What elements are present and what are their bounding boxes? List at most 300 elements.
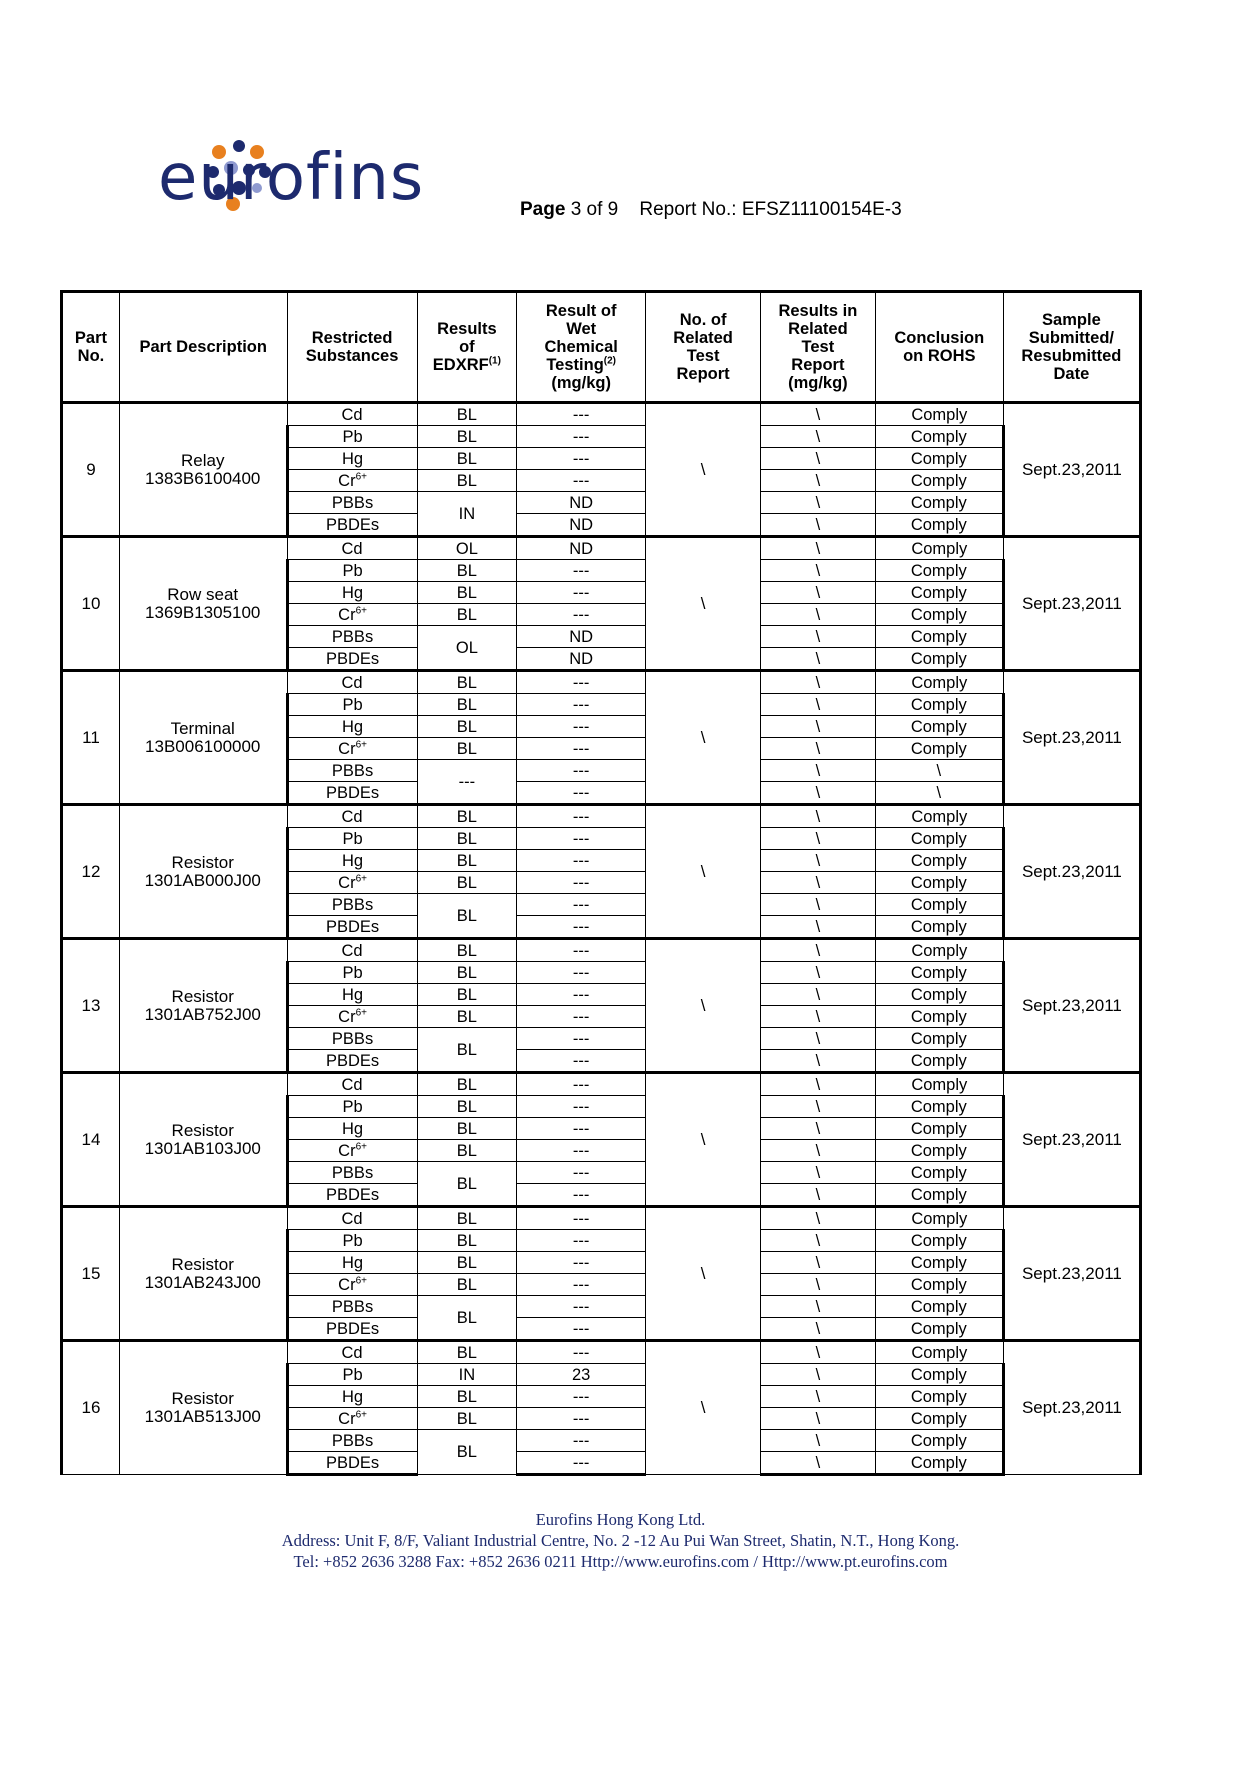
conclusion-cell: Comply [875,872,1003,894]
submitted-date-cell: Sept.23,2011 [1003,671,1140,805]
table-row [62,939,1141,962]
part-name: Resistor [171,1389,234,1408]
edxrf-cell: BL [417,1006,517,1028]
substance-cell [287,537,417,560]
wet-chemical-cell: --- [517,894,646,916]
related-result-cell: \ [760,1118,875,1140]
header-edxrf: Results of EDXRF$^{(1)}$ [417,292,517,403]
wet-chemical-cell: --- [517,560,646,582]
substance-superscript: 6+ [355,1141,367,1152]
substance-cell [287,828,417,850]
substance-name: Pb [342,1365,363,1384]
edxrf-cell: BL [417,1073,517,1096]
edxrf-cell: BL [417,582,517,604]
related-result-cell: \ [760,850,875,872]
conclusion-cell: Comply [875,1408,1003,1430]
substance-name: Hg [342,1119,364,1138]
substance-name: PBDEs [325,1051,380,1070]
header-related-report-no: No. of Related Test Report [646,292,761,403]
related-result-cell: \ [760,426,875,448]
substance-name: Cd [341,807,363,826]
conclusion-cell: Comply [875,1073,1003,1096]
related-result-cell: \ [760,984,875,1006]
substance-superscript: 6+ [355,1275,367,1286]
edxrf-cell: BL [417,1140,517,1162]
brand-wordmark: eurofins [158,141,425,215]
related-result-cell: \ [760,828,875,850]
related-result-cell: \ [760,872,875,894]
submitted-date-cell: Sept.23,2011 [1003,805,1140,939]
substance-name: Cr [338,1007,356,1026]
conclusion-cell: Comply [875,403,1003,426]
substance-superscript: 6+ [355,605,367,616]
substance-cell [287,1296,417,1318]
conclusion-cell: Comply [875,1318,1003,1341]
edxrf-cell: BL [417,403,517,426]
related-result-cell: \ [760,1274,875,1296]
edxrf-cell: BL [417,894,517,939]
wet-chemical-cell: --- [517,916,646,939]
related-result-cell: \ [760,1050,875,1073]
related-result-cell: \ [760,604,875,626]
wet-chemical-cell: --- [517,1430,646,1452]
part-description-cell [119,537,287,671]
wet-chemical-cell: --- [517,760,646,782]
substance-name: Cr [338,471,356,490]
substance-name: Cd [341,539,363,558]
wet-chemical-cell: --- [517,782,646,805]
related-result-cell: \ [760,1184,875,1207]
substance-superscript: 6+ [355,873,367,884]
conclusion-cell: Comply [875,1207,1003,1230]
conclusion-cell: Comply [875,448,1003,470]
substance-cell [287,1452,417,1475]
part-name: Resistor [171,1254,234,1274]
wet-chemical-cell: --- [517,671,646,694]
conclusion-cell: Comply [875,514,1003,537]
wet-chemical-cell: ND [517,514,646,537]
edxrf-cell: OL [417,537,517,560]
conclusion-cell: Comply [875,916,1003,939]
part-description-cell [119,939,287,1073]
edxrf-cell: --- [417,760,517,805]
wet-chemical-cell: --- [517,716,646,738]
substance-cell [287,448,417,470]
edxrf-cell: BL [417,1118,517,1140]
edxrf-cell: BL [417,1096,517,1118]
substance-name: PBBs [331,761,374,780]
edxrf-cell: BL [417,939,517,962]
related-result-cell: \ [760,1140,875,1162]
part-code: 1383B6100400 [145,468,261,488]
substance-name: Hg [342,449,364,468]
wet-chemical-cell: ND [517,492,646,514]
substance-name: Cr [338,873,356,892]
substance-superscript: 6+ [355,471,367,482]
conclusion-cell: Comply [875,1452,1003,1475]
wet-chemical-cell: ND [517,626,646,648]
substance-cell [287,1318,417,1341]
substance-name: PBDEs [325,515,380,534]
related-report-no-cell: \ [646,1073,761,1207]
wet-chemical-cell: --- [517,1140,646,1162]
wet-chemical-cell: --- [517,872,646,894]
conclusion-cell: \ [875,760,1003,782]
substance-cell [287,984,417,1006]
table-body [62,403,1141,1475]
conclusion-cell: Comply [875,1028,1003,1050]
part-description-cell [119,403,287,537]
edxrf-cell: BL [417,1162,517,1207]
part-no-cell: 13 [62,939,120,1073]
conclusion-cell: Comply [875,1006,1003,1028]
part-description-cell [119,805,287,939]
edxrf-cell: BL [417,716,517,738]
wet-chemical-cell: --- [517,470,646,492]
wet-chemical-cell: --- [517,828,646,850]
part-no-cell: 11 [62,671,120,805]
substance-name: Cd [341,1075,363,1094]
related-result-cell: \ [760,1006,875,1028]
page-footer [0,1509,1241,1572]
edxrf-cell: IN [417,492,517,537]
part-code: 13B006100000 [145,736,261,756]
conclusion-cell: Comply [875,1230,1003,1252]
wet-chemical-cell: --- [517,1006,646,1028]
substance-cell [287,1364,417,1386]
table-row [62,537,1141,560]
substance-name: Hg [342,1387,364,1406]
substance-name: Cr [338,1275,356,1294]
substance-name: PBBs [331,895,374,914]
conclusion-cell: Comply [875,671,1003,694]
part-name: Resistor [171,986,234,1006]
edxrf-cell: BL [417,1274,517,1296]
edxrf-cell: BL [417,560,517,582]
edxrf-cell: IN [417,1364,517,1386]
part-name: Resistor [171,852,234,872]
substance-cell [287,760,417,782]
wet-chemical-cell: --- [517,1452,646,1475]
substance-cell [287,1274,417,1296]
conclusion-cell: Comply [875,805,1003,828]
substance-cell [287,403,417,426]
conclusion-cell: Comply [875,1341,1003,1364]
conclusion-cell: Comply [875,716,1003,738]
table-header-row [62,292,1141,403]
substance-name: Cr [338,1141,356,1160]
related-result-cell: \ [760,1096,875,1118]
related-result-cell: \ [760,1408,875,1430]
substance-name: Hg [342,985,364,1004]
substance-cell [287,671,417,694]
substance-cell [287,1028,417,1050]
substance-cell [287,694,417,716]
substance-cell [287,1050,417,1073]
header-part-no: Part No. [62,292,120,403]
submitted-date-cell: Sept.23,2011 [1003,1073,1140,1207]
substance-cell [287,514,417,537]
related-result-cell: \ [760,648,875,671]
part-description-cell [119,671,287,805]
substance-name: Pb [342,829,363,848]
report-label: Report No.: [639,199,737,220]
page-label: Page [520,199,566,220]
wet-chemical-cell: --- [517,1073,646,1096]
substance-name: Pb [342,963,363,982]
part-description-cell [119,1207,287,1341]
table-row [62,1073,1141,1096]
rohs-results-table [60,290,1142,1476]
conclusion-cell: Comply [875,492,1003,514]
conclusion-cell: Comply [875,626,1003,648]
edxrf-cell: BL [417,470,517,492]
substance-cell [287,962,417,984]
substance-cell [287,805,417,828]
related-report-no-cell: \ [646,537,761,671]
edxrf-cell: BL [417,828,517,850]
submitted-date-cell: Sept.23,2011 [1003,1207,1140,1341]
substance-name: PBDEs [325,783,380,802]
conclusion-cell: Comply [875,1430,1003,1452]
table-row [62,1207,1141,1230]
related-result-cell: \ [760,1452,875,1475]
related-result-cell: \ [760,671,875,694]
conclusion-cell: Comply [875,1118,1003,1140]
related-result-cell: \ [760,916,875,939]
substance-cell [287,470,417,492]
conclusion-cell: \ [875,782,1003,805]
related-result-cell: \ [760,1028,875,1050]
part-code: 1301AB000J00 [144,870,261,890]
substance-cell [287,582,417,604]
substance-name: Cr [338,605,356,624]
related-report-no-cell: \ [646,805,761,939]
submitted-date-cell: Sept.23,2011 [1003,939,1140,1073]
substance-cell [287,894,417,916]
conclusion-cell: Comply [875,582,1003,604]
conclusion-cell: Comply [875,894,1003,916]
wet-chemical-cell: --- [517,403,646,426]
substance-name: PBBs [331,493,374,512]
conclusion-cell: Comply [875,962,1003,984]
related-result-cell: \ [760,760,875,782]
substance-cell [287,1140,417,1162]
related-result-cell: \ [760,537,875,560]
part-no-cell: 10 [62,537,120,671]
wet-chemical-cell: --- [517,1408,646,1430]
header-restricted-substances: Restricted Substances [287,292,417,403]
wet-chemical-cell: --- [517,939,646,962]
related-result-cell: \ [760,1386,875,1408]
related-result-cell: \ [760,1252,875,1274]
report-number: EFSZ11100154E-3 [741,199,902,220]
substance-cell [287,1207,417,1230]
conclusion-cell: Comply [875,1364,1003,1386]
part-code: 1301AB103J00 [144,1138,261,1158]
substance-name: Pb [342,1231,363,1250]
substance-name: PBDEs [325,649,380,668]
related-result-cell: \ [760,694,875,716]
wet-chemical-cell: --- [517,426,646,448]
substance-name: Hg [342,717,364,736]
related-result-cell: \ [760,626,875,648]
substance-cell [287,626,417,648]
conclusion-cell: Comply [875,828,1003,850]
related-result-cell: \ [760,1207,875,1230]
wet-chemical-cell: --- [517,1184,646,1207]
wet-chemical-cell: --- [517,738,646,760]
related-result-cell: \ [760,782,875,805]
edxrf-cell: BL [417,604,517,626]
wet-chemical-cell: --- [517,1162,646,1184]
substance-name: Cr [338,1409,356,1428]
substance-name: Cd [341,1209,363,1228]
edxrf-cell: BL [417,1341,517,1364]
header-part-description: Part Description [119,292,287,403]
header-conclusion: Conclusion on ROHS [875,292,1003,403]
substance-cell [287,1184,417,1207]
conclusion-cell: Comply [875,1140,1003,1162]
conclusion-cell: Comply [875,426,1003,448]
conclusion-cell: Comply [875,560,1003,582]
substance-name: PBDEs [325,1319,380,1338]
related-result-cell: \ [760,492,875,514]
part-description-cell [119,1073,287,1207]
related-result-cell: \ [760,448,875,470]
wet-chemical-cell: --- [517,582,646,604]
substance-superscript: 6+ [355,1007,367,1018]
footer-contact: Tel: +852 2636 3288 Fax: +852 2636 0211 Http://www.eurofins.com / Http://www.pt.eurofins.com [293,1552,948,1571]
substance-cell [287,1006,417,1028]
edxrf-cell: BL [417,738,517,760]
conclusion-cell: Comply [875,1386,1003,1408]
wet-chemical-cell: --- [517,1318,646,1341]
wet-chemical-cell: --- [517,1230,646,1252]
part-name: Terminal [170,718,235,738]
conclusion-cell: Comply [875,1296,1003,1318]
part-code: 1301AB243J00 [144,1272,261,1292]
page-info [520,198,902,222]
part-code: 1369B1305100 [145,602,261,622]
substance-name: PBDEs [325,917,380,936]
related-report-no-cell: \ [646,403,761,537]
part-description-cell [119,1341,287,1475]
substance-name: Hg [342,1253,364,1272]
table-row [62,671,1141,694]
edxrf-cell: BL [417,850,517,872]
related-result-cell: \ [760,894,875,916]
conclusion-cell: Comply [875,850,1003,872]
related-report-no-cell: \ [646,671,761,805]
edxrf-cell: BL [417,671,517,694]
substance-name: Hg [342,583,364,602]
substance-name: Pb [342,695,363,714]
substance-superscript: 6+ [355,739,367,750]
edxrf-cell: BL [417,694,517,716]
related-result-cell: \ [760,1430,875,1452]
part-code: 1301AB752J00 [144,1004,261,1024]
wet-chemical-cell: --- [517,1028,646,1050]
related-result-cell: \ [760,1341,875,1364]
substance-cell [287,1252,417,1274]
part-no-cell: 16 [62,1341,120,1475]
substance-name: Pb [342,427,363,446]
substance-cell [287,872,417,894]
substance-cell [287,1341,417,1364]
conclusion-cell: Comply [875,984,1003,1006]
wet-chemical-cell: --- [517,1207,646,1230]
edxrf-cell: OL [417,626,517,671]
wet-chemical-cell: --- [517,1096,646,1118]
conclusion-cell: Comply [875,1050,1003,1073]
conclusion-cell: Comply [875,1096,1003,1118]
related-result-cell: \ [760,582,875,604]
related-result-cell: \ [760,514,875,537]
table-row [62,1341,1141,1364]
substance-name: Cd [341,673,363,692]
part-name: Row seat [167,584,239,604]
substance-cell [287,648,417,671]
part-no-cell: 15 [62,1207,120,1341]
conclusion-cell: Comply [875,694,1003,716]
related-result-cell: \ [760,1073,875,1096]
related-result-cell: \ [760,560,875,582]
substance-cell [287,850,417,872]
wet-chemical-cell: --- [517,1274,646,1296]
wet-chemical-cell: --- [517,805,646,828]
wet-chemical-cell: --- [517,694,646,716]
substance-cell [287,916,417,939]
wet-chemical-cell: --- [517,448,646,470]
substance-cell [287,782,417,805]
conclusion-cell: Comply [875,939,1003,962]
edxrf-cell: BL [417,1386,517,1408]
table-row [62,805,1141,828]
substance-name: Hg [342,851,364,870]
conclusion-cell: Comply [875,648,1003,671]
table-row [62,403,1141,426]
header-wet-chemical: Result of Wet Chemical Testing$^{(2)}$ (mg/kg) [517,292,646,403]
conclusion-cell: Comply [875,604,1003,626]
substance-cell [287,492,417,514]
edxrf-cell: BL [417,1230,517,1252]
edxrf-cell: BL [417,426,517,448]
substance-cell [287,560,417,582]
part-code: 1301AB513J00 [144,1407,261,1426]
substance-name: PBDEs [325,1453,380,1472]
edxrf-cell: BL [417,805,517,828]
related-result-cell: \ [760,738,875,760]
page-number: 3 of 9 [570,199,619,220]
related-result-cell: \ [760,403,875,426]
edxrf-cell: BL [417,1430,517,1475]
conclusion-cell: Comply [875,537,1003,560]
wet-chemical-cell: --- [517,1386,646,1408]
substance-superscript: 6+ [355,1409,367,1420]
wet-chemical-cell: ND [517,537,646,560]
substance-name: PBBs [331,627,374,646]
footer-company: Eurofins Hong Kong Ltd. [535,1510,706,1529]
part-no-cell: 14 [62,1073,120,1207]
substance-cell [287,1408,417,1430]
conclusion-cell: Comply [875,738,1003,760]
related-result-cell: \ [760,1296,875,1318]
wet-chemical-cell: --- [517,962,646,984]
edxrf-cell: BL [417,962,517,984]
substance-cell [287,716,417,738]
substance-name: Pb [342,1097,363,1116]
